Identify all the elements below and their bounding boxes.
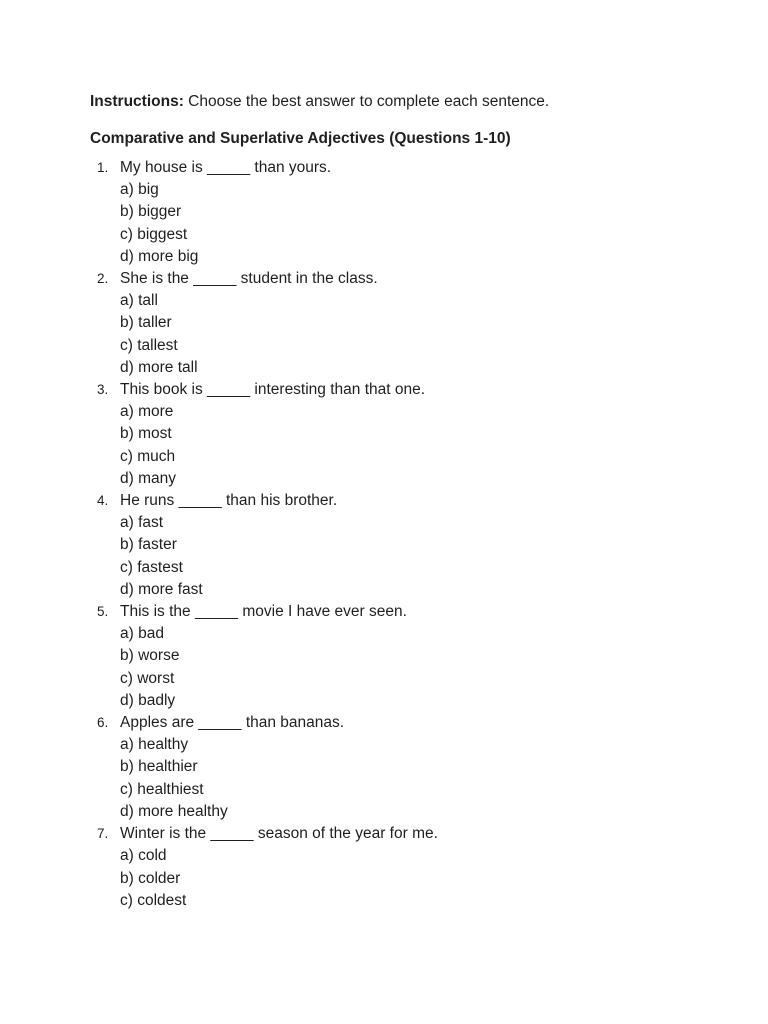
answer-option: c) worst <box>120 669 175 687</box>
answer-option: b) bigger <box>120 203 182 221</box>
answer-option: b) healthier <box>120 758 198 776</box>
question-list <box>90 157 730 912</box>
answer-option: d) more big <box>120 247 199 265</box>
section-title: Comparative and Superlative Adjectives (Questions 1-10) <box>90 130 511 147</box>
question-number: 3. <box>97 382 109 398</box>
question-number: 1. <box>97 160 109 175</box>
answer-option: b) worse <box>120 647 180 665</box>
question-item <box>90 268 730 379</box>
instructions <box>90 91 730 113</box>
question-number: 4. <box>97 493 109 509</box>
answer-option: b) most <box>120 425 172 443</box>
question-text: My house is _____ than yours. <box>120 159 332 176</box>
question-text: He runs _____ than his brother. <box>120 492 338 510</box>
answer-option: c) fastest <box>120 558 183 576</box>
answer-option: a) bad <box>120 625 164 643</box>
answer-option: a) fast <box>120 514 164 532</box>
answer-option: a) healthy <box>120 736 189 754</box>
answer-option: b) faster <box>120 536 177 554</box>
question-text: This book is _____ interesting than that one. <box>120 381 426 399</box>
answer-option: d) badly <box>120 691 176 709</box>
question-item <box>90 490 730 601</box>
answer-option: a) cold <box>120 847 167 865</box>
instructions-text: Choose the best answer to complete each sentence. <box>183 93 550 110</box>
question-item <box>90 601 730 712</box>
question-number: 6. <box>97 715 109 731</box>
answer-option: a) big <box>120 181 159 199</box>
answer-option: d) more healthy <box>120 802 228 820</box>
question-item <box>90 712 730 823</box>
answer-option: c) biggest <box>120 225 188 243</box>
answer-option: a) tall <box>120 292 158 310</box>
answer-option: c) healthiest <box>120 780 204 798</box>
answer-option: b) colder <box>120 869 181 887</box>
answer-option: d) more fast <box>120 580 203 598</box>
question-number: 5. <box>97 604 109 620</box>
instructions-label: Instructions: <box>90 93 184 110</box>
question-text: She is the _____ student in the class. <box>120 270 378 288</box>
answer-option: d) many <box>120 469 176 487</box>
answer-option: d) more tall <box>120 358 198 376</box>
answer-option: a) more <box>120 403 174 421</box>
answer-option: c) tallest <box>120 336 178 354</box>
question-text: Winter is the _____ season of the year for me. <box>120 825 438 843</box>
question-number: 2. <box>97 271 109 287</box>
question-text: This is the _____ movie I have ever seen. <box>120 603 407 621</box>
question-number: 7. <box>97 826 109 842</box>
question-item <box>90 823 730 912</box>
question-item <box>90 157 730 268</box>
answer-option: c) much <box>120 447 176 465</box>
question-text: Apples are _____ than bananas. <box>120 714 345 732</box>
document-page <box>90 91 730 912</box>
answer-option: b) taller <box>120 314 172 332</box>
question-item <box>90 379 730 490</box>
answer-option: c) coldest <box>120 891 187 909</box>
